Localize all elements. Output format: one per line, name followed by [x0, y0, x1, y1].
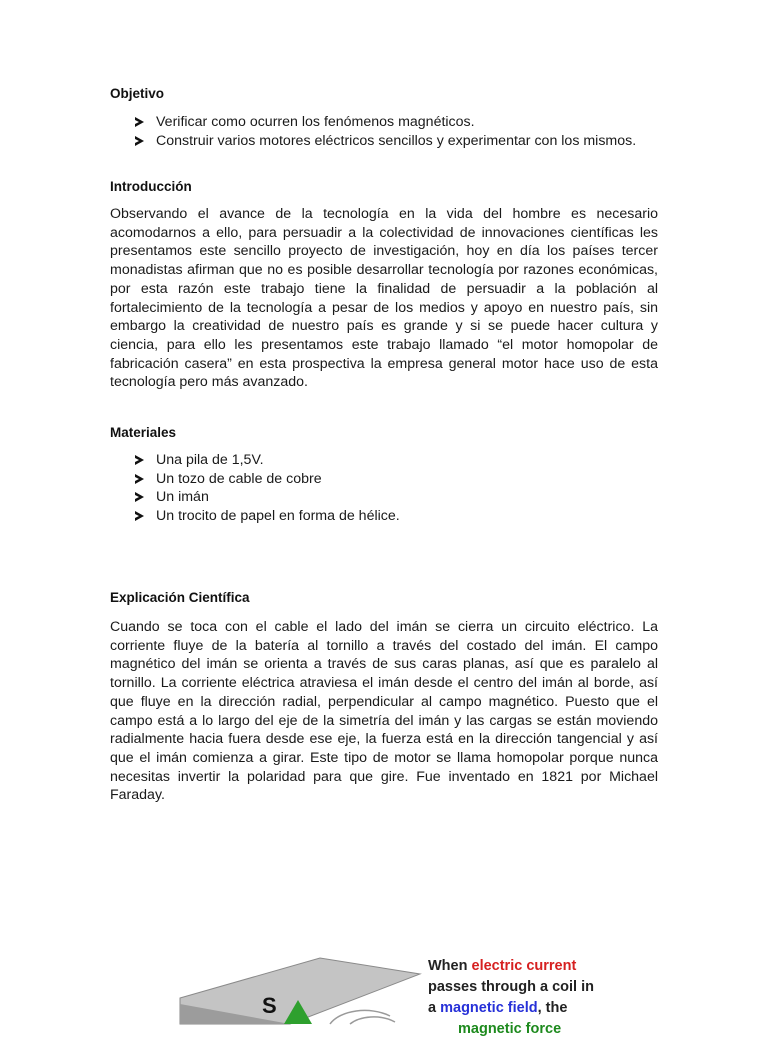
magnet-illustration — [180, 940, 440, 1024]
motor-figure — [180, 940, 640, 1037]
caption-line: magnetic force — [458, 1021, 562, 1037]
list-item: Una pila de 1,5V. — [110, 451, 658, 470]
list-item: Construir varios motores eléctricos sencillos y experimentar con los mismos. — [110, 132, 658, 151]
caption-line: When electric current — [428, 958, 577, 974]
arrow-bullet-icon — [135, 474, 144, 484]
arrow-bullet-icon — [135, 492, 144, 502]
objetivo-list — [110, 113, 658, 150]
objetivo-heading: Objetivo — [110, 86, 165, 101]
arrow-bullet-icon — [135, 136, 144, 146]
arrow-bullet-icon — [135, 117, 144, 127]
list-item: Un imán — [110, 488, 658, 507]
coil-wire — [350, 1017, 395, 1024]
list-item: Un tozo de cable de cobre — [110, 470, 658, 489]
materiales-heading: Materiales — [110, 425, 177, 440]
explicacion-paragraph: Cuando se toca con el cable el lado del imán se cierra un circuito eléctrico. La corriente fluye de la batería al tornillo a través del costado del imán. El campo magnético del imán se orienta a través de sus caras planas, así que es paralelo al tornillo. La corriente eléctrica atraviesa el imán desde el centro del imán al borde, así que fluye en la dirección radial, perpendicular al campo magnético. Puesto que el campo está a lo largo del eje de la simetría del imán y las cargas se están moviendo radialmente hacia fuera desde ese eje, la fuerza está en la dirección tangencial y así que el imán comienza a girar. Este tipo de motor se llama homopolar porque nunca necesitas invertir la polaridad para que gire. Fue inventado en 1821 por Michael Faraday. — [110, 619, 658, 804]
list-item: Verificar como ocurren los fenómenos magnéticos. — [110, 113, 658, 132]
magnet-pole-label: S — [262, 993, 277, 1018]
arrow-bullet-icon — [135, 455, 144, 465]
materiales-list — [110, 451, 658, 526]
caption-line: a magnetic field, the — [428, 1000, 568, 1016]
figure-caption — [428, 956, 638, 1040]
introduccion-heading: Introducción — [110, 179, 192, 194]
explicacion-heading: Explicación Científica — [110, 590, 250, 605]
introduccion-paragraph: Observando el avance de la tecnología en la vida del hombre es necesario acomodarnos a ello, para persuadir a la colectividad de innovaciones científicas les presentamos este sencillo proyecto de investigación, hoy en día los países tercer monadistas afirman que no es posible desarrollar tecnología por razones económicas, por esta razón este trabajo tiene la finalidad de persuadir a la población al fortalecimiento de la tecnología a pesar de los medios y apoyo en nuestro país, sin embargo la creatividad de nuestro país es grande y si se puede hacer cultura y ciencia, para ello les presentamos este trabajo llamado “el motor homopolar de fabricación casera” en esta prospectiva la empresa general motor hace uso de esta tecnología pero más avanzado. — [110, 206, 658, 391]
list-item: Un trocito de papel en forma de hélice. — [110, 507, 658, 526]
arrow-bullet-icon — [135, 511, 144, 521]
caption-line: passes through a coil in — [428, 979, 594, 995]
